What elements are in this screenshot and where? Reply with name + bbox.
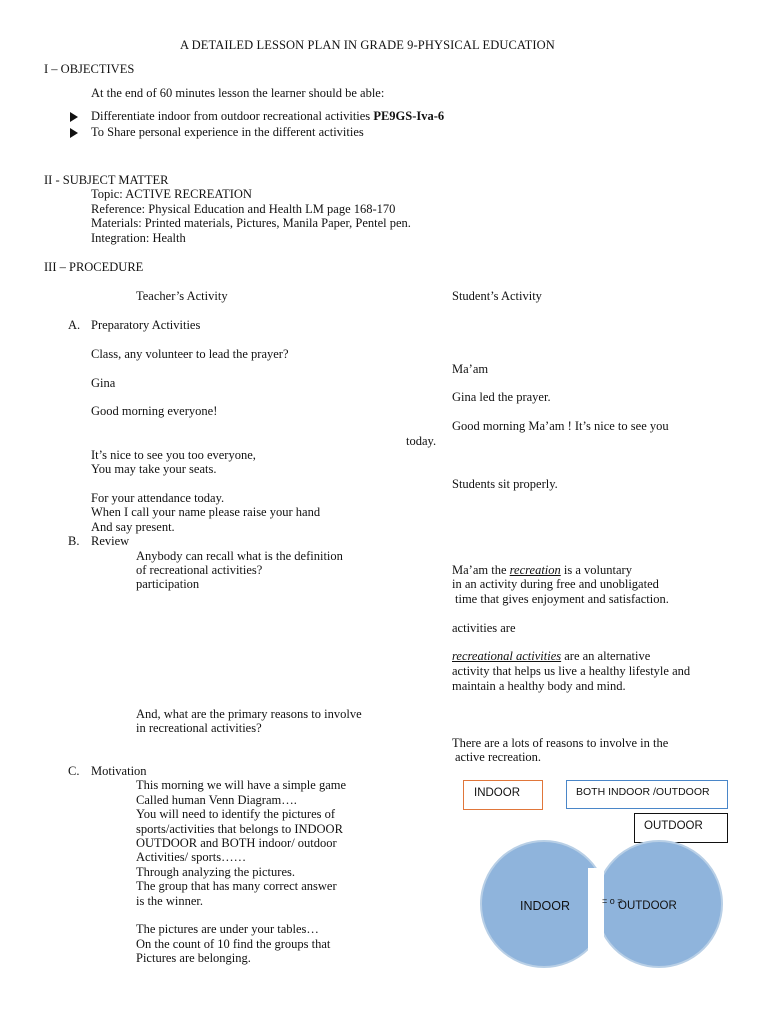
student-line: time that gives enjoyment and satisfaction. xyxy=(455,592,669,606)
teacher-line: is the winner. xyxy=(136,894,204,908)
recreational-activities-term: recreational activities xyxy=(452,649,562,663)
teacher-line: in recreational activities? xyxy=(136,721,262,735)
teacher-line: sports/activities that belongs to INDOOR xyxy=(136,822,343,836)
student-line xyxy=(452,563,632,577)
teacher-line: Activities/ sports…… xyxy=(136,850,247,864)
venn-center-text: = o = xyxy=(602,896,623,906)
competency-code: PE9GS-Iva-6 xyxy=(373,109,445,123)
both-label: BOTH INDOOR /OUTDOOR xyxy=(576,786,710,798)
section-a-label: A. xyxy=(68,318,81,332)
teacher-line: of recreational activities? xyxy=(136,563,263,577)
outdoor-label: OUTDOOR xyxy=(644,820,703,832)
recreation-term: recreation xyxy=(509,563,561,577)
teacher-line: And, what are the primary reasons to involve xyxy=(136,707,362,721)
student-line: Ma’am xyxy=(452,362,489,376)
student-line: today. xyxy=(406,434,437,448)
teacher-line: Gina xyxy=(91,376,116,390)
doc-title: A DETAILED LESSON PLAN IN GRADE 9-PHYSICAL EDUCATION xyxy=(180,38,555,52)
section-b-title: Review xyxy=(91,534,130,548)
teacher-line: On the count of 10 find the groups that xyxy=(136,937,331,951)
procedure-heading: III – PROCEDURE xyxy=(44,260,144,274)
topic-line: Topic: ACTIVE RECREATION xyxy=(91,187,252,201)
section-a-title: Preparatory Activities xyxy=(91,318,201,332)
teacher-line: You may take your seats. xyxy=(91,462,217,476)
section-c-label: C. xyxy=(68,764,80,778)
objectives-heading: I – OBJECTIVES xyxy=(44,62,135,76)
teacher-line: The pictures are under your tables… xyxy=(136,922,319,936)
teacher-line: Class, any volunteer to lead the prayer? xyxy=(91,347,289,361)
teacher-line: And say present. xyxy=(91,520,175,534)
venn-outdoor-text: OUTDOOR xyxy=(618,900,677,912)
teacher-line: The group that has many correct answer xyxy=(136,879,337,893)
teacher-line: When I call your name please raise your hand xyxy=(91,505,321,519)
student-line: activities are xyxy=(452,621,516,635)
student-line: active recreation. xyxy=(455,750,542,764)
student-line: Gina led the prayer. xyxy=(452,390,551,404)
objective-item xyxy=(91,109,444,123)
teacher-line: Good morning everyone! xyxy=(91,404,218,418)
student-text: are an alternative xyxy=(561,649,651,663)
teacher-line: You will need to identify the pictures of xyxy=(136,807,336,821)
teacher-line: Anybody can recall what is the definition xyxy=(136,549,343,563)
indoor-label-box[interactable] xyxy=(463,780,543,810)
teacher-line: participation xyxy=(136,577,200,591)
both-label-box[interactable] xyxy=(566,780,728,809)
teacher-activity-header: Teacher’s Activity xyxy=(136,289,228,303)
teacher-line: OUTDOOR and BOTH indoor/ outdoor xyxy=(136,836,337,850)
integration-line: Integration: Health xyxy=(91,231,186,245)
venn-center-strip xyxy=(588,868,604,968)
student-activity-header: Student’s Activity xyxy=(452,289,542,303)
arrow-bullet-icon xyxy=(70,128,78,138)
student-line: There are a lots of reasons to involve in the xyxy=(452,736,669,750)
venn-diagram xyxy=(478,840,726,982)
materials-line: Materials: Printed materials, Pictures, Manila Paper, Pentel pen. xyxy=(91,216,411,230)
objective-text: Differentiate indoor from outdoor recreational activities xyxy=(91,109,374,123)
student-line: Students sit properly. xyxy=(452,477,558,491)
objectives-intro: At the end of 60 minutes lesson the learner should be able: xyxy=(91,86,385,100)
subject-matter-heading: II - SUBJECT MATTER xyxy=(44,173,169,187)
student-text: Ma’am the xyxy=(452,563,510,577)
teacher-line: Pictures are belonging. xyxy=(136,951,251,965)
teacher-line: For your attendance today. xyxy=(91,491,225,505)
venn-indoor-text: INDOOR xyxy=(520,899,570,913)
objective-item: To Share personal experience in the different activities xyxy=(91,125,364,139)
section-c-title: Motivation xyxy=(91,764,147,778)
student-line: activity that helps us live a healthy lifestyle and xyxy=(452,664,691,678)
teacher-line: Through analyzing the pictures. xyxy=(136,865,295,879)
student-line xyxy=(452,649,650,663)
reference-line: Reference: Physical Education and Health LM page 168-170 xyxy=(91,202,396,216)
student-line: in an activity during free and unobligated xyxy=(452,577,659,591)
student-text: is a voluntary xyxy=(560,563,632,577)
teacher-line: Called human Venn Diagram…. xyxy=(136,793,297,807)
teacher-line: This morning we will have a simple game xyxy=(136,778,347,792)
section-b-label: B. xyxy=(68,534,80,548)
arrow-bullet-icon xyxy=(70,112,78,122)
student-line: maintain a healthy body and mind. xyxy=(452,679,626,693)
teacher-line: It’s nice to see you too everyone, xyxy=(91,448,256,462)
indoor-label: INDOOR xyxy=(474,787,520,799)
student-line: Good morning Ma’am ! It’s nice to see you xyxy=(452,419,669,433)
outdoor-label-box[interactable] xyxy=(634,813,728,843)
